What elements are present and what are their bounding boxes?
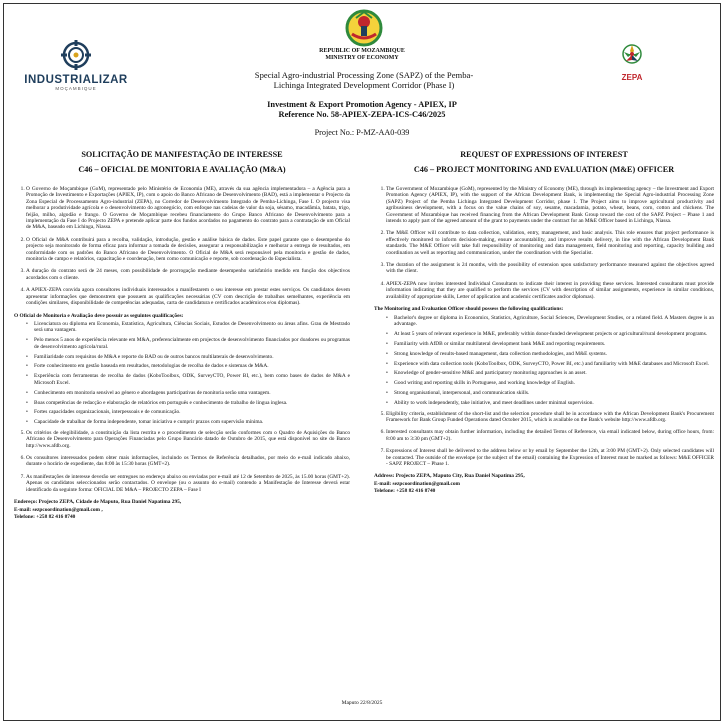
en-qualification-item: • Strong organisational, interpersonal, and communication skills. xyxy=(394,390,714,396)
en-subtitle: C46 – PROJECT MONITORING AND EVALUATION (M&E) OFFICER xyxy=(413,165,675,174)
en-qualification-item: • Good writing and reporting skills in Portuguese, and working knowledge of English. xyxy=(394,380,714,386)
pt-qualifications-heading: O Oficial de Monitoria e Avaliação deve possuir as seguintes qualificações: xyxy=(14,312,184,319)
en-qualification-item: • Ability to work independently, take initiative, and meet deadlines under minimal supervision. xyxy=(394,400,714,406)
pt-paragraph-3: 3. A duração do contrato será de 24 meses, com possibilidade de prorrogação mediante desempenho satisfatório medido em função dos objectivos acordados com o cliente. xyxy=(26,268,350,281)
republic-line: REPUBLIC OF MOZAMBIQUE xyxy=(319,48,405,54)
place-and-date: Maputo 22/8/2025 xyxy=(341,700,383,706)
pt-qualification-item: • Forte conhecimento em gestão baseada em resultados, metodologias de recolha de dados e sistemas de M&A. xyxy=(34,363,350,369)
agency-name: Investment & Export Promotion Agency - APIEX, IP xyxy=(267,100,457,109)
pt-paragraphs-continued xyxy=(14,430,350,493)
pt-qualification-item: • Boas competências de redacção e elaboração de relatórios em português e conhecimento de trabalho de língua inglesa. xyxy=(34,400,350,406)
mozambique-emblem-icon xyxy=(344,8,384,48)
pt-qualification-item: • Pelo menos 5 anos de experiência relevante em M&A, preferencialmente em projectos de desenvolvimento financiados por doadores ou programas de desenvolvimento agrícola/rural. xyxy=(34,337,350,350)
en-qualification-item: • Familiarity with AfDB or similar multilateral development bank M&E and reporting requirements. xyxy=(394,341,714,347)
industrializar-wordmark: INDUSTRIALIZAR xyxy=(24,74,128,86)
en-paragraph-3: 3. The duration of the assignment is 24 months, with the possibility of extension upon satisfactory performance measured against the objectives agreed with the client. xyxy=(386,262,714,275)
pt-paragraph-1: 1. O Governo de Moçambique (GoM), representado pelo Ministério de Economia (ME), através da sua agência implementadora – a Agência para a Promoção de Investimento e Exportações (APIEX, IP), com o apoio do Banco Africano de Desenvolvimento (BAD), está a implementar o Projecto da Zona Especial de Processamento Agro-industrial (ZEPA), no Corredor de Desenvolvimento Integrado de Pemba-Lichinga, Fase I. O projecto visa melhorar a produtividade agrícola e o desenvolvimento do agronegócio, com enfoque nas cadeias de valor da soja, sésamo, macadâmia, batata, trigo, feijão, milho, algodão e frango. O Governo de Moçambique recebeu financiamento do Grupo Banco Africano de Desenvolvimento para a implementação da Fase I do Projecto ZEPA e pretende aplicar parte dos fundos acordados no pagamento do contrato para a contratação de um Oficial de M&A, baseado em Lichinga, Niassa. xyxy=(26,186,350,231)
en-qualifications-list xyxy=(374,315,714,407)
en-paragraphs-continued xyxy=(374,411,714,468)
en-qualification-item: • Strong knowledge of results-based management, data collection methodologies, and M&E systems. xyxy=(394,351,714,357)
sapz-line-2: Lichinga Integrated Development Corridor (Phase I) xyxy=(273,80,455,90)
sapz-line-1: Special Agro-industrial Processing Zone (SAPZ) of the Pemba- xyxy=(254,70,474,80)
zepa-wordmark: ZEPA xyxy=(621,73,643,82)
en-paragraph-7: 7. Expressions of Interest shall be delivered to the address below or by email by September the 12th, at 3:00 PM (GMT+2). Only selected candidates will be contacted. The outside of the envelope (or the subject of the email) containing the Expression of Interest must be marked as follows: M&E OFFICER - SAPZ PROJECT – Phase 1. xyxy=(386,448,714,467)
pt-qualification-item: • Familiaridade com requisitos de M&A e reporte do BAD ou de outros bancos multilaterais de desenvolvimento. xyxy=(34,354,350,360)
ministry-line: MINISTRY OF ECONOMY xyxy=(325,55,399,61)
en-qualifications-heading: The Monitoring and Evaluation Officer should possess the following qualifications: xyxy=(374,306,564,313)
en-paragraph-5: 5. Eligibility criteria, establishment of the short-list and the selection procedure shall be in accordance with the African Development Bank's Procurement Framework for Bank Group Funded Operations dated October 2015, which is available on the Bank's website http://www.afdb.org. xyxy=(386,411,714,424)
en-title: REQUEST OF EXPRESSIONS OF INTEREST xyxy=(460,150,628,159)
pt-qualification-item: • Fortes capacidades organizacionais, interpessoais e de comunicação. xyxy=(34,409,350,415)
document-page xyxy=(3,3,721,721)
pt-email: E-mail: sezpcoordination@gmail.com , xyxy=(14,506,103,513)
en-paragraph-4: 4. APIEX-ZEPA now invites interested Individual Consultants to indicate their interest in providing these services. Interested consultants must provide information indicating that they are qualified to perform the services (CV with description of similar assignments, experience in similar conditions, availability of appropriate skills, Letter of application and academic certificates and/or diplomas). xyxy=(386,281,714,300)
english-column xyxy=(374,150,714,496)
pt-qualification-item: • Experiência com ferramentas de recolha de dados (KoboToolbox, ODK, SurveyCTO, Power BI, etc.), bem como bases de dados de M&A e Microsoft Excel. xyxy=(34,373,350,386)
pt-qualification-item: • Capacidade de trabalhar de forma independente, tomar iniciativa e cumprir prazos com supervisão mínima. xyxy=(34,419,350,425)
industrializar-subtitle: MOÇAMBIQUE xyxy=(55,86,97,91)
pt-paragraph-7: 7. As manifestações de interesse deverão ser entregues no endereço abaixo ou enviadas por e-mail até 12 de Setembro de 2025, às 15.00 horas (GMT+2). Apenas os candidatos seleccionados serão contactados. O envelope (ou o assunto do e-mail) contendo a Manifestação de Interesse deverá estar identificado da seguinte forma: OFICIAL DE M&A – PROJECTO ZEPA – Fase I xyxy=(26,474,350,493)
en-email: E-mail: sezpcoordination@gmail.com xyxy=(374,480,461,487)
pt-paragraphs xyxy=(14,186,350,307)
pt-qualifications-list xyxy=(14,321,350,426)
en-paragraph-2: 2. The M&E Officer will contribute to data collection, validation, entry, management, and basic analysis. This role ensures that project performance is effectively monitored to inform decision-making, ensure accountability, and improve results delivery, in line with the African Development Bank standards. The M&E Officer will take full responsibility of monitoring and data management, field monitoring and reporting, capacity building and coordination as well as reporting and communication, under the coordination with the Specialist. xyxy=(386,230,714,256)
en-qualification-item: • Bachelor's degree or diploma in Economics, Statistics, Agriculture, Social Sciences, Development Studies, or a related field. A Masters degree is an advantage. xyxy=(394,315,714,328)
en-paragraphs xyxy=(374,186,714,300)
government-heading xyxy=(4,48,720,62)
pt-address: Endereço: Projecto ZEPA, Cidade de Maputo, Rua Daniel Napatima 295, xyxy=(14,499,182,506)
reference-number: Reference No. 58-APIEX-ZEPA-ICS-C46/2025 xyxy=(278,110,446,119)
en-qualification-item: • Knowledge of gender-sensitive M&E and participatory monitoring approaches is an asset. xyxy=(394,370,714,376)
pt-paragraph-2: 2. O Oficial de M&A contribuirá para a recolha, validação, introdução, gestão e análise básica de dados. Este papel garante que o desempenho do projecto seja monitorado de forma eficaz para informar a tomada de decisões, assegurar a responsabilização e melhorar a entrega de resultados, em conformidade com os padrões do Banco Africano de Desenvolvimento. O Oficial de M&A será responsável pela monitoria e gestão de dados, monitoria de campo e relatórios, capacitação e coordenação, bem como comunicação e reporte, sob coordenação do Especialista. xyxy=(26,237,350,263)
sapz-heading xyxy=(214,70,514,90)
en-address: Address: Projecto ZEPA, Maputo City, Rua Daniel Napatima 295, xyxy=(374,473,525,480)
en-address-block xyxy=(374,473,714,496)
portuguese-column xyxy=(14,150,350,522)
en-phone: Telefone: +258 82 416 8740 xyxy=(374,488,436,495)
pt-paragraph-5: 5. Os critérios de elegibilidade, a constituição da lista restrita e o procedimento de selecção serão conformes com o Quadro de Aquisições do Banco Africano de Desenvolvimento para Operações Financiadas pelo Grupo Bancário datado de Outubro de 2015, que está disponível no site do Banco http://www.afdb.org. xyxy=(26,430,350,449)
pt-subtitle: C46 – OFICIAL DE MONITORIA E AVALIAÇÃO (M&A) xyxy=(78,165,286,174)
project-number: Project No.: P-MZ-AA0-039 xyxy=(314,128,410,137)
en-paragraph-1: 1. The Government of Mozambique (GoM), represented by the Ministry of Economy (ME), through its implementing agency – the Investment and Export Promotion Agency (APIEX, IP), with the support of the African Development Bank, is implementing the Special Agro-industrial Processing Zone (SAPZ) Project of the Pemba Lichinga Integrated Development Corridor, phase 1. The Project aims to improve agricultural productivity and agribusiness development, with a focus on the value chains of soy, sesame, macadamia, potato, wheat, beans, corn, cotton and chickens. The Government of Mozambique has received financing from the African Development Bank Group toward the cost of the SAPZ Project – Phase 1 and intends to apply part of the agreed amount of the grant to payments under the contract for an M&E Officer based in Lichinga, Niassa. xyxy=(386,186,714,224)
pt-qualification-item: • Licenciatura ou diploma em Economia, Estatística, Agricultura, Ciências Sociais, Estudos de Desenvolvimento ou áreas afins. Grau de Mestrado será uma vantagem. xyxy=(34,321,350,334)
pt-address-block xyxy=(14,499,350,522)
pt-paragraph-6: 6. Os consultores interessados podem obter mais informações, incluindo os Termos de Referência detalhados, por meio do e-mail indicado abaixo, durante o horário de expediente, das 8:00 às 15:30 horas (GMT+2). xyxy=(26,455,350,468)
pt-title: SOLICITAÇÃO DE MANIFESTAÇÃO DE INTERESSE xyxy=(81,150,283,159)
pt-qualification-item: • Conhecimento em monitoria sensível ao género e abordagens participativas de monitoria serão uma vantagem. xyxy=(34,390,350,396)
agency-heading xyxy=(4,100,720,120)
en-qualification-item: • At least 5 years of relevant experience in M&E, preferably within donor-funded development projects or agricultural/rural development programs. xyxy=(394,331,714,337)
en-qualification-item: • Experience with data collection tools (KoboToolbox, ODK, SurveyCTO, Power BI, etc.) and familiarity with M&E databases and Microsoft Excel. xyxy=(394,361,714,367)
en-paragraph-6: 6. Interested consultants may obtain further information, including the detailed Terms of Reference, via email indicated below, during office hours, from: 8:00 am to 3:30 pm (GMT+2). xyxy=(386,429,714,442)
pt-phone: Telefone: +258 82 416 8740 xyxy=(14,514,76,521)
pt-paragraph-4: 4. A APIEX-ZEPA convida agora consultores individuais interessados a manifestarem o seu interesse em prestar estes serviços. Os candidatos devem apresentar informações que demonstrem que possuem as qualificações necessárias (CV com descrição de trabalhos semelhantes, experiência em condições similares, disponibilidade de competências adequadas, carta de candidatura e certificados académicos e/ou diplomas). xyxy=(26,287,350,306)
